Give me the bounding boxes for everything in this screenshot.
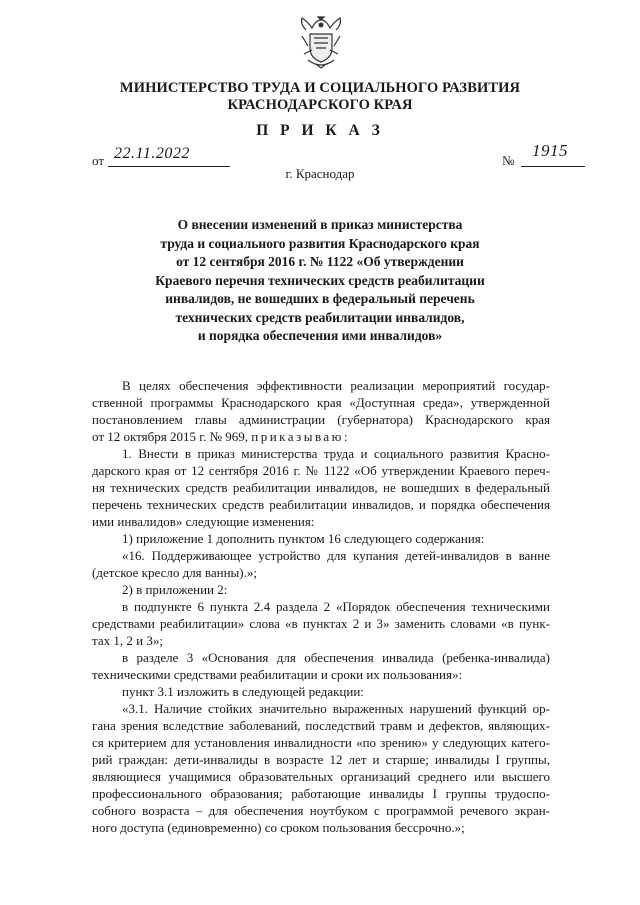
body-line: ся критерием для установления инвалидности «по зрению» у следующих катего- xyxy=(92,735,550,750)
body-line: (детское кресло для ванны).»; xyxy=(92,565,257,580)
title-line: технических средств реабилитации инвалидов, xyxy=(175,309,465,325)
body-line xyxy=(92,428,550,445)
order-verb: приказываю xyxy=(251,429,344,444)
body-line: ного доступа (единовременно) со сроком пользования бессрочно.»; xyxy=(92,820,465,835)
handwritten-date: 22.11.2022 xyxy=(114,145,190,162)
title-line: и порядка обеспечения ими инвалидов» xyxy=(197,328,443,343)
body-line: постановлением главы администрации (губернатора) Краснодарского края xyxy=(92,412,550,427)
body-line: 1. Внести в приказ министерства труда и социального развития Красно- xyxy=(122,446,550,461)
body-line: тах 1, 2 и 3»; xyxy=(92,633,163,648)
body-line: перечень технических средств реабилитации инвалидов, и порядка обеспечения xyxy=(92,497,550,512)
body-line: «16. Поддерживающее устройство для купания детей-инвалидов в ванне xyxy=(122,548,550,563)
body-line: собного возраста – для обеспечения ноутбуком с программой речевого экран- xyxy=(92,803,550,818)
document-type: П Р И К А З xyxy=(256,122,384,139)
ministry-name-line1: МИНИСТЕРСТВО ТРУДА И СОЦИАЛЬНОГО РАЗВИТИЯ xyxy=(119,80,521,96)
order-body xyxy=(92,377,550,836)
city: г. Краснодар xyxy=(285,166,355,181)
body-text: : xyxy=(343,429,348,444)
order-title xyxy=(92,216,548,346)
title-line: Краевого перечня технических средств реабилитации xyxy=(155,272,485,288)
title-line: труда и социального развития Краснодарского края xyxy=(160,235,480,251)
title-line: инвалидов, не вошедших в федеральный перечень xyxy=(165,291,475,306)
body-line: средствами реабилитации» слова «в пунктах 2 и 3» заменить словами «в пунк- xyxy=(92,616,550,631)
title-line: от 12 сентября 2016 г. № 1122 «Об утверждении xyxy=(176,254,464,269)
body-text: от 12 октября 2015 г. № 969, xyxy=(92,429,252,444)
body-line: рий граждан: дети-инвалиды в возрасте 12 лет и старше; инвалиды I группы, xyxy=(92,752,550,767)
body-line: пункт 3.1 изложить в следующей редакции: xyxy=(122,684,364,699)
body-line: 1) приложение 1 дополнить пунктом 16 следующего содержания: xyxy=(122,531,485,546)
coat-of-arms-icon xyxy=(296,14,346,70)
body-line: профессионального образования; работающие инвалиды I группы трудоспо- xyxy=(92,786,550,801)
date-label: от xyxy=(92,153,105,168)
body-line: являющиеся учащимися образовательных организаций среднего или высшего xyxy=(92,769,550,784)
body-line: техническими средствами реабилитации и сроки их пользования»: xyxy=(92,667,463,682)
number-label: № xyxy=(502,153,515,168)
body-line: ими инвалидов» следующие изменения: xyxy=(92,514,315,529)
handwritten-number: 1915 xyxy=(532,141,568,160)
body-line: ня технических средств реабилитации инвалидов, не вошедших в федеральный xyxy=(92,480,550,495)
body-line: ственной программы Краснодарского края «Доступная среда», утвержденной xyxy=(92,395,550,410)
body-line: гана зрения вследствие заболеваний, последствий травм и дефектов, являющих- xyxy=(92,718,550,733)
body-line: В целях обеспечения эффективности реализации мероприятий государ- xyxy=(122,378,550,393)
body-line: «3.1. Наличие стойких значительно выраженных нарушений функций ор- xyxy=(122,701,550,716)
body-line: в разделе 3 «Основания для обеспечения инвалида (ребенка-инвалида) xyxy=(122,650,550,665)
body-line: в подпункте 6 пункта 2.4 раздела 2 «Порядок обеспечения техническими xyxy=(122,599,550,614)
body-line: 2) в приложении 2: xyxy=(122,582,228,597)
title-line: О внесении изменений в приказ министерства xyxy=(177,217,463,232)
ministry-name-line2: КРАСНОДАРСКОГО КРАЯ xyxy=(227,97,413,113)
body-line: дарского края от 12 сентября 2016 г. № 1122 «Об утверждении Краевого переч- xyxy=(92,463,550,478)
